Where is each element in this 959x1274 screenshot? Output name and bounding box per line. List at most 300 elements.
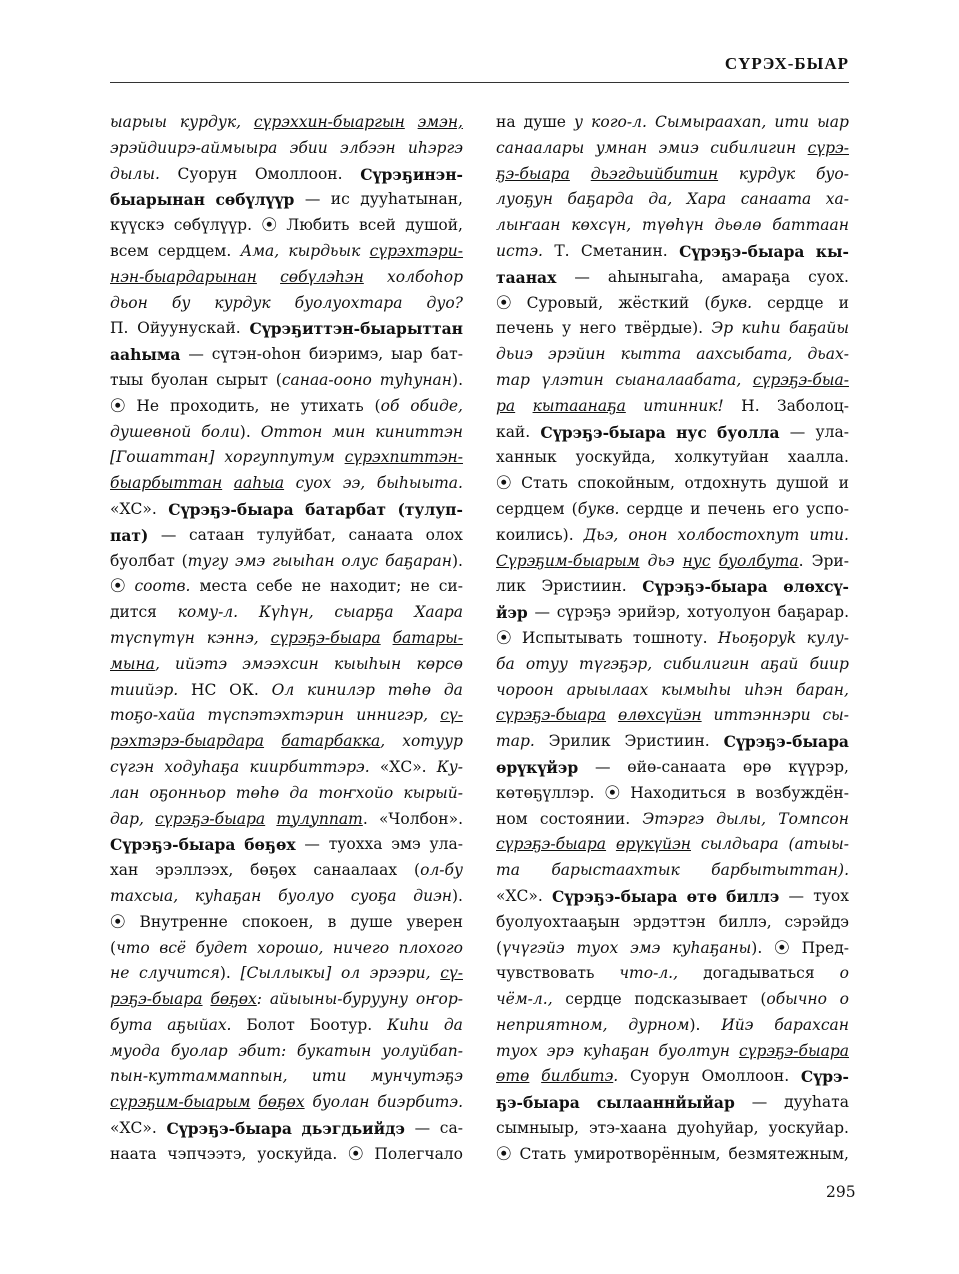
text-line	[496, 936, 849, 962]
text-line	[496, 497, 849, 523]
text-run: Оттон	[260, 422, 323, 441]
word	[191, 678, 216, 704]
word	[341, 549, 378, 575]
word	[272, 678, 295, 704]
text-run: сибилигин	[710, 138, 797, 157]
word	[110, 884, 178, 910]
word	[385, 549, 463, 575]
text-run: (	[275, 370, 282, 389]
text-run: өлөхсүйэн	[617, 706, 702, 725]
word	[431, 342, 463, 368]
word	[552, 884, 677, 910]
text-run: быһыыта.	[376, 474, 463, 493]
text-run: эбит:	[238, 1041, 287, 1060]
text-run: букв.	[577, 499, 620, 518]
word	[242, 910, 314, 936]
text-run: тошноту.	[632, 628, 708, 647]
word	[415, 1116, 431, 1142]
word	[789, 884, 805, 910]
text-run: Стать	[521, 474, 568, 493]
text-line	[110, 316, 463, 342]
text-run: дьөлө	[714, 216, 762, 235]
word	[343, 471, 365, 497]
word	[214, 291, 270, 317]
text-run: хоргуппутум	[224, 448, 335, 467]
word	[341, 961, 360, 987]
word	[110, 342, 180, 368]
text-run: мына	[110, 654, 155, 673]
word	[196, 936, 248, 962]
word	[737, 781, 746, 807]
text-run: Этэргэ	[642, 809, 705, 828]
text-run: Сметанин.	[580, 241, 668, 260]
text-run: Эрилик	[548, 732, 611, 751]
text-run: Ку-	[436, 757, 463, 776]
text-run: догадываться	[703, 964, 815, 983]
word	[496, 549, 640, 575]
text-run: (	[181, 551, 188, 570]
text-run: туохха	[328, 835, 383, 854]
word	[235, 549, 265, 575]
text-run: Находиться	[630, 783, 727, 802]
word	[440, 703, 463, 729]
text-run: туох	[496, 1041, 538, 1060]
text-run: суох	[295, 474, 332, 493]
word	[234, 471, 284, 497]
text-run: [Гошаттан]	[110, 448, 215, 467]
text-run: ⦿	[774, 938, 790, 957]
text-run: спокойным,	[577, 474, 675, 493]
word	[496, 678, 554, 704]
text-run: сы-	[822, 706, 849, 725]
text-run: баҕайы	[788, 319, 849, 338]
text-line	[110, 781, 463, 807]
text-run: амараҕа	[721, 267, 791, 286]
text-run: ол	[340, 964, 361, 983]
word	[579, 652, 652, 678]
text-run: ити.	[809, 525, 849, 544]
text-run: состоянии.	[539, 809, 631, 828]
word	[250, 858, 296, 884]
word	[826, 187, 849, 213]
word	[724, 729, 849, 755]
text-run: эрийэр,	[617, 603, 681, 622]
word	[331, 187, 350, 213]
text-line	[110, 1142, 463, 1168]
text-run: тулуйбат,	[256, 525, 336, 544]
word	[551, 858, 679, 884]
word	[380, 755, 427, 781]
text-run: (	[571, 499, 578, 518]
text-line	[110, 394, 463, 420]
word	[110, 497, 157, 523]
word	[170, 394, 259, 420]
word	[608, 265, 704, 291]
text-run: нус	[676, 422, 707, 442]
word	[182, 549, 229, 575]
word	[548, 342, 605, 368]
word	[166, 1116, 291, 1142]
text-run: холбоһор	[387, 267, 463, 286]
word	[549, 729, 611, 755]
text-run: места	[199, 577, 248, 596]
word	[839, 291, 849, 317]
word	[753, 368, 849, 394]
text-run: спокоен,	[241, 912, 314, 931]
text-run: НС	[190, 680, 217, 699]
word	[340, 136, 396, 162]
text-run: Ол	[271, 680, 295, 699]
text-run: сымныыр,	[496, 1119, 579, 1138]
text-line	[110, 187, 463, 213]
text-run: ⦿	[604, 783, 621, 802]
text-run: да	[289, 783, 309, 802]
text-run: сердце	[626, 499, 683, 518]
text-run: барыстаахтык	[551, 861, 680, 880]
text-line	[496, 1013, 849, 1039]
text-run: Сүрэҕим-быарым	[496, 551, 640, 570]
word	[280, 265, 364, 291]
text-run: истэ.	[496, 241, 543, 260]
text-run: кинилэр	[306, 680, 375, 699]
text-line	[110, 832, 463, 858]
text-line	[110, 1013, 463, 1039]
word	[719, 910, 772, 936]
word	[330, 574, 401, 600]
text-run: чэпчээтэ,	[167, 1144, 247, 1163]
text-run: олох	[425, 525, 463, 544]
text-line	[110, 239, 463, 265]
word	[541, 574, 626, 600]
word	[201, 420, 251, 446]
word	[591, 110, 647, 136]
text-run: күүрэр,	[788, 757, 849, 776]
word	[624, 729, 709, 755]
word	[676, 420, 707, 446]
text-run: биллэ,	[718, 912, 772, 931]
text-run: курдук,	[179, 113, 242, 131]
word	[840, 987, 849, 1013]
word	[444, 1013, 463, 1039]
word	[796, 678, 849, 704]
text-run: печень	[707, 499, 766, 518]
text-line	[496, 1142, 849, 1168]
text-run: коились).	[496, 525, 574, 544]
word	[334, 600, 393, 626]
word	[171, 1039, 228, 1065]
text-run: сырыт	[216, 370, 268, 389]
word	[255, 162, 343, 188]
text-line	[496, 420, 849, 446]
text-run: всем	[110, 241, 149, 260]
text-run: суох.	[808, 267, 849, 286]
text-run: (атыы-	[788, 835, 849, 854]
text-run: эмэ	[235, 551, 266, 570]
word	[393, 626, 463, 652]
text-run: арыылаах	[566, 680, 649, 699]
word	[399, 936, 463, 962]
word	[172, 291, 190, 317]
text-line	[110, 858, 463, 884]
text-run: сүрэҕэ-быара	[155, 809, 266, 828]
text-run: чём-л.,	[496, 990, 553, 1009]
word	[685, 471, 767, 497]
word	[648, 549, 675, 575]
text-run: ).	[751, 938, 763, 957]
text-run: киниттэн	[375, 422, 463, 441]
word	[496, 291, 512, 317]
text-run: аһыныгаһа,	[607, 267, 704, 286]
word	[739, 1039, 849, 1065]
text-run: онон	[628, 525, 668, 544]
word	[784, 1090, 849, 1116]
word	[281, 729, 385, 755]
word	[270, 987, 408, 1013]
word	[541, 1064, 618, 1090]
word	[405, 213, 463, 239]
word	[677, 523, 799, 549]
text-run: туох	[576, 938, 619, 957]
text-run: буо-	[815, 164, 849, 183]
word	[496, 1090, 580, 1116]
text-run: сүтэн-оһон	[211, 345, 302, 364]
text-run: —	[751, 1093, 768, 1112]
text-run: .	[362, 809, 368, 828]
word	[591, 162, 718, 188]
text-run: «Чолбон».	[378, 809, 463, 828]
text-run: ,	[380, 732, 386, 751]
text-run: эрэллээх,	[155, 861, 234, 880]
text-run: дылы.	[110, 164, 160, 183]
text-line	[110, 678, 463, 704]
word	[207, 626, 259, 652]
text-run: ⦿	[261, 216, 277, 235]
word	[391, 342, 423, 368]
text-run: түспэтэхтэрин	[207, 706, 345, 725]
text-run: ити	[311, 1067, 347, 1086]
text-run: Сүрэҕэ-быара	[110, 835, 236, 855]
word	[155, 807, 265, 833]
text-run: дьэгдьийдэ	[301, 1119, 405, 1139]
word	[391, 832, 420, 858]
text-run: Эри-	[811, 551, 849, 570]
word	[413, 884, 463, 910]
word	[496, 884, 543, 910]
word	[256, 574, 292, 600]
word	[802, 936, 849, 962]
word	[778, 600, 849, 626]
word	[767, 291, 823, 317]
word	[426, 523, 463, 549]
word	[402, 729, 463, 755]
text-run: бута	[110, 1015, 153, 1034]
text-line	[496, 265, 849, 291]
word	[839, 471, 849, 497]
word	[630, 781, 726, 807]
word	[574, 1142, 720, 1168]
text-line	[496, 368, 849, 394]
word	[808, 265, 849, 291]
word	[312, 1064, 347, 1090]
text-run: буолтун	[658, 1041, 730, 1060]
text-line	[110, 342, 463, 368]
text-line	[110, 910, 463, 936]
word	[729, 1142, 849, 1168]
word	[565, 987, 621, 1013]
text-run: пын-куттаммаппын,	[110, 1067, 288, 1086]
word	[708, 497, 766, 523]
text-line	[496, 1064, 849, 1090]
word	[496, 368, 530, 394]
text-run: ⦿	[496, 628, 512, 647]
text-run: Болот	[246, 1015, 295, 1034]
text-run: барбытыттан).	[711, 861, 849, 880]
text-run: сыаналаабата,	[615, 370, 742, 389]
word	[110, 961, 129, 987]
word	[110, 652, 160, 678]
text-run: его	[772, 499, 800, 518]
text-run: соотв.	[134, 577, 191, 596]
text-run: случится	[139, 964, 220, 983]
word	[788, 445, 849, 471]
word	[741, 187, 812, 213]
text-line	[496, 781, 849, 807]
text-run: эмэн,	[417, 113, 463, 131]
word	[496, 807, 528, 833]
word	[319, 781, 394, 807]
text-run: твёрдые).	[624, 319, 704, 338]
text-line	[496, 162, 849, 188]
text-line	[110, 265, 463, 291]
word	[704, 291, 752, 317]
text-run: сүрэ-	[807, 138, 849, 157]
word	[760, 652, 798, 678]
text-run: ҕэ-быара	[496, 164, 570, 183]
word	[110, 1116, 157, 1142]
word	[195, 884, 261, 910]
text-run: бат-	[430, 345, 463, 364]
text-run: П.	[110, 319, 129, 338]
word	[261, 420, 323, 446]
text-run: —	[594, 757, 611, 776]
word	[634, 987, 747, 1013]
word	[309, 342, 383, 368]
text-line	[110, 1116, 463, 1142]
text-run: хотуур	[402, 732, 463, 751]
text-run: сэрэйдэ	[784, 912, 849, 931]
word	[554, 239, 569, 265]
word	[496, 471, 512, 497]
word	[627, 497, 683, 523]
word	[254, 110, 405, 136]
word	[440, 961, 463, 987]
text-run: (	[704, 293, 711, 312]
text-run: сүрэҕэ-быара	[738, 1041, 849, 1060]
word	[643, 394, 724, 420]
word	[628, 523, 667, 549]
word	[164, 755, 239, 781]
text-run: ити	[774, 113, 810, 131]
text-line	[496, 678, 849, 704]
text-run: ис	[330, 190, 350, 209]
word	[110, 832, 235, 858]
word	[496, 445, 557, 471]
word	[430, 832, 463, 858]
word	[496, 239, 543, 265]
word	[774, 110, 809, 136]
text-run: проходить,	[169, 396, 260, 415]
text-line	[110, 729, 463, 755]
text-run: итинник!	[643, 396, 724, 415]
word	[257, 523, 336, 549]
text-run: Любить	[286, 216, 350, 235]
word	[272, 549, 335, 575]
text-run: аҕай	[760, 654, 799, 673]
word	[158, 239, 231, 265]
text-run: в	[327, 912, 337, 931]
text-run: «ХС».	[496, 886, 543, 905]
word	[110, 394, 126, 420]
word	[329, 832, 383, 858]
word	[816, 239, 849, 265]
word	[584, 523, 619, 549]
text-run: буолар	[170, 1041, 228, 1060]
word	[236, 781, 279, 807]
text-run: сылдьара	[700, 835, 779, 854]
text-line	[496, 342, 849, 368]
text-run: ).	[452, 370, 463, 389]
text-run: Ойуунускай.	[137, 319, 241, 338]
word	[687, 884, 717, 910]
word	[496, 600, 528, 626]
word	[726, 884, 779, 910]
text-run: ).	[239, 422, 251, 441]
word	[305, 497, 386, 523]
text-line	[496, 807, 849, 833]
text-run: Не	[136, 396, 160, 415]
word	[589, 1116, 667, 1142]
text-run: буолан	[312, 1093, 370, 1112]
word	[628, 1013, 700, 1039]
text-line	[110, 497, 463, 523]
word	[496, 858, 520, 884]
word	[437, 755, 463, 781]
text-run: уоскуйда.	[257, 1144, 338, 1163]
word	[701, 1064, 789, 1090]
word	[715, 213, 762, 239]
word	[110, 574, 126, 600]
text-run: рэҕэ-быара	[110, 990, 203, 1009]
text-run: да	[443, 1015, 463, 1034]
word	[496, 703, 606, 729]
word	[496, 626, 512, 652]
text-run: ⦿	[496, 293, 512, 312]
text-run: таанах	[496, 267, 557, 287]
word	[380, 368, 463, 394]
word	[110, 265, 257, 291]
word	[180, 110, 241, 136]
text-run: дьах-	[807, 345, 849, 364]
word	[110, 291, 148, 317]
word	[496, 987, 553, 1013]
text-run: өрө	[742, 757, 772, 776]
word	[229, 678, 259, 704]
text-run: эбии	[289, 138, 328, 157]
word	[110, 703, 195, 729]
word	[778, 807, 849, 833]
word	[110, 678, 178, 704]
text-run: на	[496, 113, 516, 131]
